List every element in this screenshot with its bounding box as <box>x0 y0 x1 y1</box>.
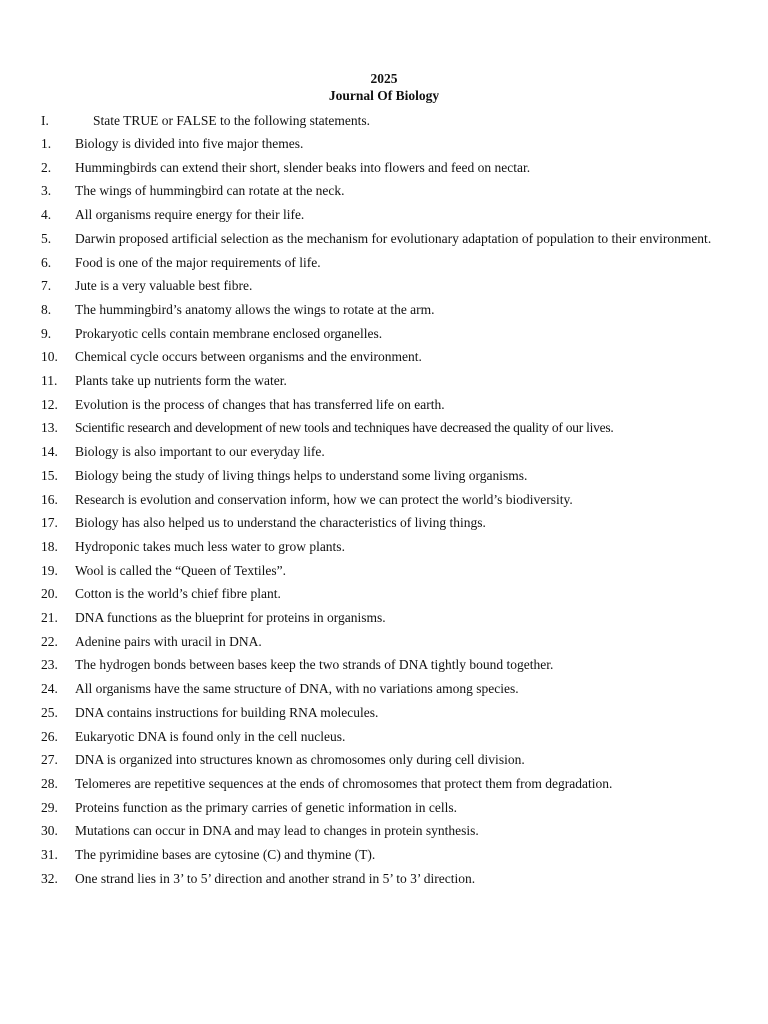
statement-item <box>0 393 768 417</box>
statement-number: 21. <box>41 610 58 626</box>
statement-text: Biology is also important to our everyday life. <box>75 444 325 460</box>
statement-text: All organisms have the same structure of DNA, with no variations among species. <box>75 681 519 697</box>
statement-text: DNA contains instructions for building RNA molecules. <box>75 704 379 720</box>
statement-item <box>0 653 768 677</box>
statement-number: 20. <box>41 586 58 602</box>
statement-item <box>0 772 768 796</box>
statement-text: Evolution is the process of changes that has transferred life on earth. <box>75 396 445 412</box>
statement-text: The hummingbird’s anatomy allows the wings to rotate at the arm. <box>75 301 435 317</box>
statement-text: Prokaryotic cells contain membrane enclosed organelles. <box>75 325 383 341</box>
statement-item <box>0 511 768 535</box>
statement-text: Hydroponic takes much less water to grow plants. <box>75 538 345 554</box>
statement-number: 24. <box>41 681 58 697</box>
statement-number: 14. <box>41 444 58 460</box>
statement-text: Eukaryotic DNA is found only in the cell nucleus. <box>75 728 346 744</box>
statement-item <box>0 274 768 298</box>
statement-text: Proteins function as the primary carries of genetic information in cells. <box>75 799 458 815</box>
statement-number: 18. <box>41 538 58 554</box>
statement-number: 1. <box>41 136 52 151</box>
statement-text: Adenine pairs with uracil in DNA. <box>75 633 262 649</box>
statement-number: 6. <box>41 254 52 270</box>
statement-number: 13. <box>41 420 58 436</box>
statement-item <box>0 156 768 180</box>
statement-item <box>0 867 768 891</box>
statement-number: 30. <box>41 823 58 839</box>
statement-text: Wool is called the “Queen of Textiles”. <box>75 562 287 578</box>
statement-item <box>0 298 768 322</box>
statement-number: 12. <box>41 396 58 412</box>
statement-text: The wings of hummingbird can rotate at the neck. <box>75 183 345 199</box>
statement-number: 25. <box>41 704 58 720</box>
statement-number: 4. <box>41 207 52 223</box>
statement-item <box>0 725 768 749</box>
statement-number: 27. <box>41 752 58 768</box>
statement-item <box>0 179 768 203</box>
statement-item <box>0 819 768 843</box>
statement-item <box>0 369 768 393</box>
statement-text: Mutations can occur in DNA and may lead to changes in protein synthesis. <box>75 823 479 839</box>
statement-text: Research is evolution and conservation inform, how we can protect the world’s biodiversity. <box>75 491 573 507</box>
statement-number: 3. <box>41 183 52 199</box>
statement-number: 28. <box>41 775 58 791</box>
statement-item <box>0 132 768 156</box>
statement-text: Jute is a very valuable best fibre. <box>75 278 253 294</box>
year-heading: 2025 <box>370 71 398 86</box>
statement-text: Biology being the study of living things helps to understand some living organisms. <box>75 467 528 483</box>
statement-item <box>0 535 768 559</box>
statement-item <box>0 488 768 512</box>
statement-number: 29. <box>41 799 58 815</box>
statement-number: 17. <box>41 515 58 531</box>
statement-number: 22. <box>41 633 58 649</box>
statement-item <box>0 559 768 583</box>
statement-item <box>0 227 768 251</box>
statement-number: 23. <box>41 657 58 673</box>
statement-text: Plants take up nutrients form the water. <box>75 373 287 389</box>
statement-text: Chemical cycle occurs between organisms and the environment. <box>75 349 422 365</box>
statement-number: 16. <box>41 491 58 507</box>
statement-number: 8. <box>41 301 52 317</box>
statement-item <box>0 251 768 275</box>
statement-item <box>0 843 768 867</box>
instruction-text: State TRUE or FALSE to the following statements. <box>93 113 370 128</box>
statement-list <box>0 132 768 891</box>
statement-item <box>0 630 768 654</box>
statement-item <box>0 606 768 630</box>
statement-number: 10. <box>41 349 58 365</box>
statement-text: Hummingbirds can extend their short, slender beaks into flowers and feed on nectar. <box>75 159 531 175</box>
statement-number: 7. <box>41 278 52 294</box>
statement-text: The hydrogen bonds between bases keep the two strands of DNA tightly bound together. <box>75 657 554 673</box>
statement-item <box>0 748 768 772</box>
statement-text: Scientific research and development of new tools and techniques have decreased the quality of our lives. <box>75 420 614 436</box>
statement-text: DNA is organized into structures known as chromosomes only during cell division. <box>75 752 525 768</box>
statement-item <box>0 440 768 464</box>
statement-text: All organisms require energy for their life. <box>75 207 305 223</box>
statement-text: Darwin proposed artificial selection as the mechanism for evolutionary adaptation of population to their environment. <box>75 230 712 246</box>
statement-text: The pyrimidine bases are cytosine (C) and thymine (T). <box>75 847 376 863</box>
statement-number: 5. <box>41 230 52 246</box>
statement-number: 32. <box>41 870 58 886</box>
statement-item <box>0 322 768 346</box>
statement-number: 26. <box>41 728 58 744</box>
statement-number: 11. <box>41 373 58 389</box>
statement-number: 9. <box>41 325 52 341</box>
statement-item <box>0 582 768 606</box>
statement-item <box>0 416 768 440</box>
statement-text: One strand lies in 3’ to 5’ direction and another strand in 5’ to 3’ direction. <box>75 870 476 886</box>
statement-text: DNA functions as the blueprint for proteins in organisms. <box>75 610 386 626</box>
statement-number: 15. <box>41 467 58 483</box>
statement-item <box>0 796 768 820</box>
statement-item <box>0 345 768 369</box>
statement-text: Biology is divided into five major themes. <box>75 136 304 151</box>
statement-text: Food is one of the major requirements of life. <box>75 254 321 270</box>
statement-item <box>0 464 768 488</box>
statement-item <box>0 677 768 701</box>
journal-title: Journal Of Biology <box>328 88 440 103</box>
section-instruction <box>0 111 768 131</box>
statement-text: Telomeres are repetitive sequences at the ends of chromosomes that protect them from degradation. <box>75 775 613 791</box>
section-number: I. <box>41 113 49 128</box>
statement-number: 2. <box>41 159 52 175</box>
statement-number: 19. <box>41 562 58 578</box>
statement-item <box>0 701 768 725</box>
statement-text: Biology has also helped us to understand the characteristics of living things. <box>75 515 486 531</box>
statement-number: 31. <box>41 847 58 863</box>
document-header <box>0 70 768 104</box>
statement-text: Cotton is the world’s chief fibre plant. <box>75 586 281 602</box>
statement-item <box>0 203 768 227</box>
